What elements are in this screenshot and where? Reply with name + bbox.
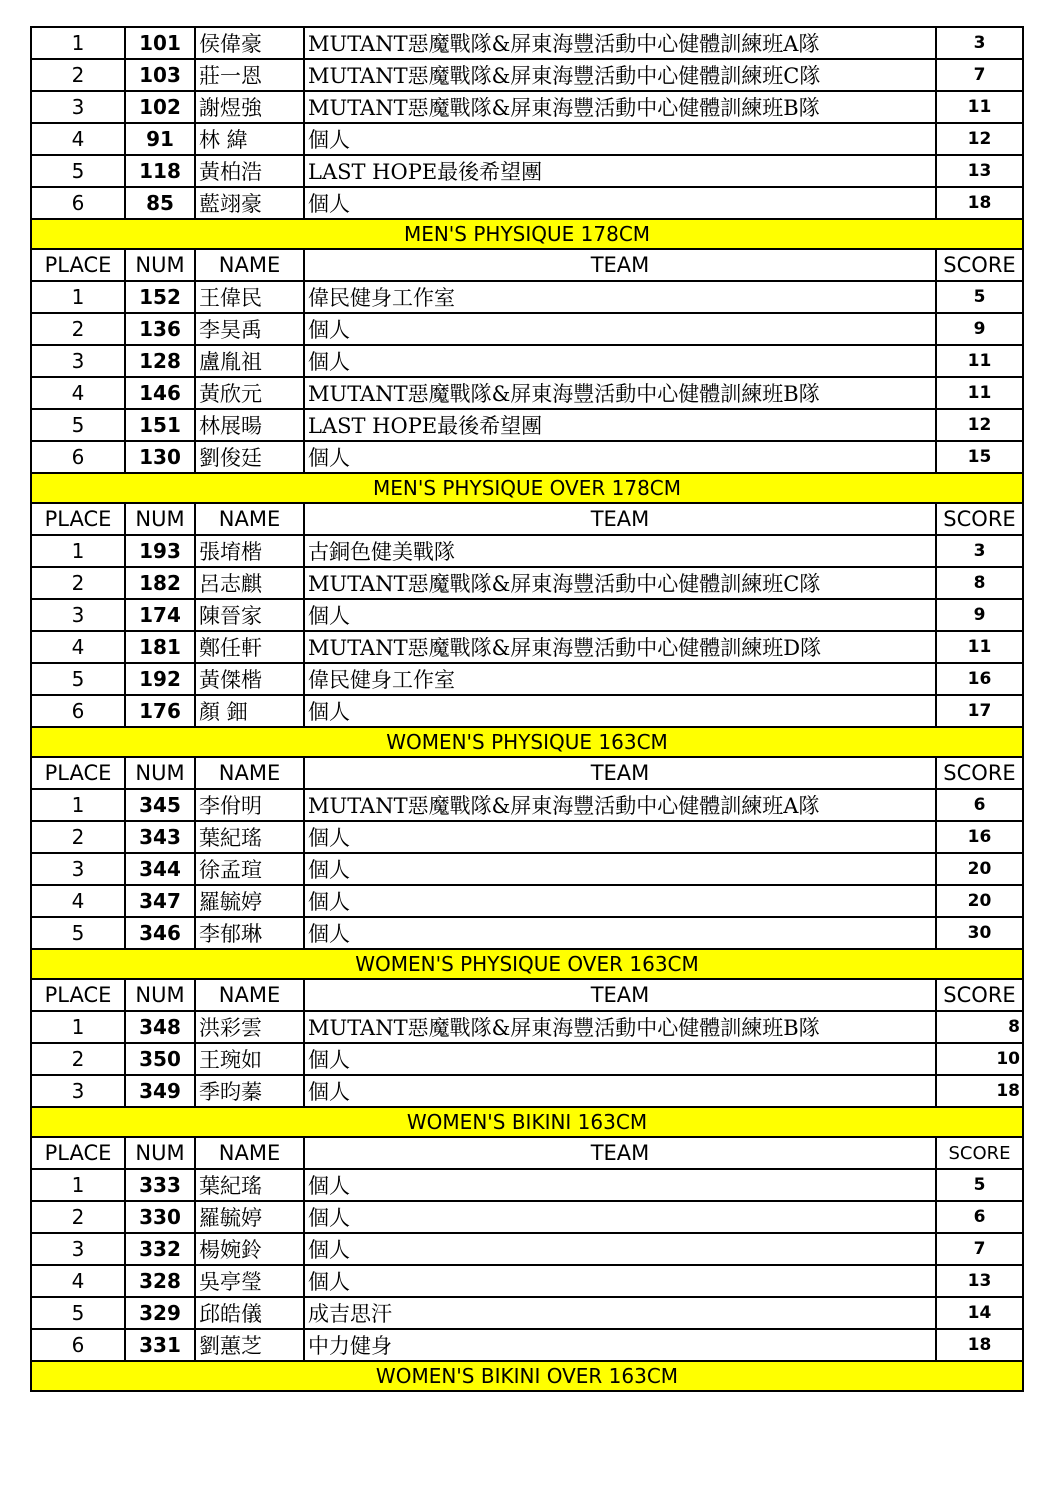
team-cell: LAST HOPE最後希望團 <box>304 155 936 187</box>
team-cell: 古銅色健美戰隊 <box>304 535 936 567</box>
header-place: PLACE <box>31 503 125 535</box>
table-row <box>31 409 1023 441</box>
section-title-row <box>31 1361 1023 1391</box>
header-num: NUM <box>125 503 195 535</box>
header-place: PLACE <box>31 757 125 789</box>
score-cell: 3 <box>936 27 1023 59</box>
score-cell: 14 <box>936 1297 1023 1329</box>
team-cell: 個人 <box>304 885 936 917</box>
athlete-name-cell: 洪彩雲 <box>195 1011 304 1043</box>
athlete-name-cell: 黃柏浩 <box>195 155 304 187</box>
score-cell: 20 <box>936 885 1023 917</box>
place-cell: 6 <box>31 695 125 727</box>
place-cell: 1 <box>31 281 125 313</box>
number-cell: 118 <box>125 155 195 187</box>
athlete-name-cell: 王偉民 <box>195 281 304 313</box>
score-cell: 20 <box>936 853 1023 885</box>
number-cell: 151 <box>125 409 195 441</box>
table-row <box>31 59 1023 91</box>
score-cell: 30 <box>936 917 1023 949</box>
number-cell: 332 <box>125 1233 195 1265</box>
section-title-row <box>31 473 1023 503</box>
results-sheet <box>30 26 1022 1392</box>
number-cell: 328 <box>125 1265 195 1297</box>
athlete-name-cell: 楊婉鈴 <box>195 1233 304 1265</box>
section-title: MEN'S PHYSIQUE OVER 178CM <box>31 473 1023 503</box>
athlete-name-cell: 李佾明 <box>195 789 304 821</box>
team-cell: 個人 <box>304 313 936 345</box>
team-cell: 偉民健身工作室 <box>304 663 936 695</box>
table-row <box>31 1011 1023 1043</box>
table-row <box>31 123 1023 155</box>
athlete-name-cell: 李昊禹 <box>195 313 304 345</box>
team-cell: MUTANT惡魔戰隊&屏東海豐活動中心健體訓練班C隊 <box>304 567 936 599</box>
number-cell: 192 <box>125 663 195 695</box>
score-cell: 11 <box>936 631 1023 663</box>
score-cell: 18 <box>936 1075 1023 1107</box>
team-cell: 個人 <box>304 1075 936 1107</box>
team-cell: MUTANT惡魔戰隊&屏東海豐活動中心健體訓練班B隊 <box>304 91 936 123</box>
team-cell: 個人 <box>304 695 936 727</box>
number-cell: 329 <box>125 1297 195 1329</box>
table-row <box>31 535 1023 567</box>
score-cell: 11 <box>936 377 1023 409</box>
score-cell: 16 <box>936 663 1023 695</box>
athlete-name-cell: 張堉楷 <box>195 535 304 567</box>
section-title: WOMEN'S BIKINI 163CM <box>31 1107 1023 1137</box>
athlete-name-cell: 邱皓儀 <box>195 1297 304 1329</box>
place-cell: 2 <box>31 567 125 599</box>
athlete-name-cell: 陳晉家 <box>195 599 304 631</box>
column-header-row <box>31 757 1023 789</box>
table-row <box>31 281 1023 313</box>
table-row <box>31 1169 1023 1201</box>
table-row <box>31 155 1023 187</box>
table-row <box>31 27 1023 59</box>
header-team: TEAM <box>304 979 936 1011</box>
place-cell: 2 <box>31 1043 125 1075</box>
score-cell: 9 <box>936 599 1023 631</box>
athlete-name-cell: 羅毓婷 <box>195 1201 304 1233</box>
place-cell: 2 <box>31 59 125 91</box>
section-title: WOMEN'S PHYSIQUE 163CM <box>31 727 1023 757</box>
header-team: TEAM <box>304 1137 936 1169</box>
athlete-name-cell: 季昀蓁 <box>195 1075 304 1107</box>
score-cell: 5 <box>936 281 1023 313</box>
section-title: WOMEN'S PHYSIQUE OVER 163CM <box>31 949 1023 979</box>
number-cell: 91 <box>125 123 195 155</box>
score-cell: 18 <box>936 1329 1023 1361</box>
section-title: WOMEN'S BIKINI OVER 163CM <box>31 1361 1023 1391</box>
place-cell: 1 <box>31 1169 125 1201</box>
number-cell: 350 <box>125 1043 195 1075</box>
section-title: MEN'S PHYSIQUE 178CM <box>31 219 1023 249</box>
header-name: NAME <box>195 249 304 281</box>
header-name: NAME <box>195 503 304 535</box>
number-cell: 331 <box>125 1329 195 1361</box>
athlete-name-cell: 劉蕙芝 <box>195 1329 304 1361</box>
team-cell: 個人 <box>304 345 936 377</box>
team-cell: MUTANT惡魔戰隊&屏東海豐活動中心健體訓練班C隊 <box>304 59 936 91</box>
header-place: PLACE <box>31 249 125 281</box>
number-cell: 146 <box>125 377 195 409</box>
team-cell: 個人 <box>304 187 936 219</box>
team-cell: 中力健身 <box>304 1329 936 1361</box>
number-cell: 345 <box>125 789 195 821</box>
place-cell: 3 <box>31 345 125 377</box>
score-cell: 3 <box>936 535 1023 567</box>
number-cell: 182 <box>125 567 195 599</box>
number-cell: 174 <box>125 599 195 631</box>
table-row <box>31 1233 1023 1265</box>
place-cell: 2 <box>31 313 125 345</box>
score-cell: 6 <box>936 1201 1023 1233</box>
results-table <box>30 26 1024 1392</box>
team-cell: MUTANT惡魔戰隊&屏東海豐活動中心健體訓練班B隊 <box>304 377 936 409</box>
table-row <box>31 821 1023 853</box>
athlete-name-cell: 葉紀瑤 <box>195 1169 304 1201</box>
number-cell: 103 <box>125 59 195 91</box>
team-cell: 偉民健身工作室 <box>304 281 936 313</box>
athlete-name-cell: 顏 鈿 <box>195 695 304 727</box>
athlete-name-cell: 侯偉豪 <box>195 27 304 59</box>
number-cell: 193 <box>125 535 195 567</box>
team-cell: 個人 <box>304 917 936 949</box>
score-cell: 15 <box>936 441 1023 473</box>
athlete-name-cell: 吳亭瑩 <box>195 1265 304 1297</box>
header-score: SCORE <box>936 249 1023 281</box>
place-cell: 5 <box>31 663 125 695</box>
header-place: PLACE <box>31 1137 125 1169</box>
athlete-name-cell: 藍翊豪 <box>195 187 304 219</box>
number-cell: 348 <box>125 1011 195 1043</box>
table-row <box>31 91 1023 123</box>
number-cell: 349 <box>125 1075 195 1107</box>
place-cell: 6 <box>31 187 125 219</box>
table-row <box>31 885 1023 917</box>
team-cell: MUTANT惡魔戰隊&屏東海豐活動中心健體訓練班A隊 <box>304 27 936 59</box>
athlete-name-cell: 鄭任軒 <box>195 631 304 663</box>
team-cell: 個人 <box>304 1233 936 1265</box>
score-cell: 8 <box>936 1011 1023 1043</box>
team-cell: 個人 <box>304 853 936 885</box>
number-cell: 85 <box>125 187 195 219</box>
table-row <box>31 1329 1023 1361</box>
column-header-row <box>31 979 1023 1011</box>
number-cell: 333 <box>125 1169 195 1201</box>
athlete-name-cell: 羅毓婷 <box>195 885 304 917</box>
table-row <box>31 567 1023 599</box>
section-title-row <box>31 949 1023 979</box>
score-cell: 8 <box>936 567 1023 599</box>
score-cell: 6 <box>936 789 1023 821</box>
score-cell: 9 <box>936 313 1023 345</box>
athlete-name-cell: 謝煜強 <box>195 91 304 123</box>
number-cell: 343 <box>125 821 195 853</box>
athlete-name-cell: 黃欣元 <box>195 377 304 409</box>
place-cell: 1 <box>31 535 125 567</box>
team-cell: 個人 <box>304 441 936 473</box>
place-cell: 1 <box>31 789 125 821</box>
header-score: SCORE <box>936 979 1023 1011</box>
athlete-name-cell: 林展暘 <box>195 409 304 441</box>
header-num: NUM <box>125 249 195 281</box>
table-row <box>31 377 1023 409</box>
score-cell: 11 <box>936 91 1023 123</box>
table-row <box>31 853 1023 885</box>
athlete-name-cell: 王琬如 <box>195 1043 304 1075</box>
section-title-row <box>31 1107 1023 1137</box>
team-cell: 個人 <box>304 599 936 631</box>
header-score: SCORE <box>936 503 1023 535</box>
header-team: TEAM <box>304 757 936 789</box>
table-row <box>31 1297 1023 1329</box>
number-cell: 102 <box>125 91 195 123</box>
team-cell: 個人 <box>304 821 936 853</box>
place-cell: 3 <box>31 91 125 123</box>
header-name: NAME <box>195 979 304 1011</box>
column-header-row <box>31 503 1023 535</box>
score-cell: 5 <box>936 1169 1023 1201</box>
score-cell: 18 <box>936 187 1023 219</box>
table-row <box>31 917 1023 949</box>
place-cell: 3 <box>31 1075 125 1107</box>
header-score: SCORE <box>936 757 1023 789</box>
team-cell: 個人 <box>304 1201 936 1233</box>
team-cell: 個人 <box>304 123 936 155</box>
place-cell: 2 <box>31 821 125 853</box>
team-cell: LAST HOPE最後希望團 <box>304 409 936 441</box>
team-cell: 個人 <box>304 1169 936 1201</box>
place-cell: 6 <box>31 441 125 473</box>
team-cell: 個人 <box>304 1265 936 1297</box>
table-row <box>31 663 1023 695</box>
team-cell: MUTANT惡魔戰隊&屏東海豐活動中心健體訓練班A隊 <box>304 789 936 821</box>
number-cell: 128 <box>125 345 195 377</box>
table-row <box>31 1201 1023 1233</box>
score-cell: 10 <box>936 1043 1023 1075</box>
table-row <box>31 187 1023 219</box>
number-cell: 136 <box>125 313 195 345</box>
number-cell: 346 <box>125 917 195 949</box>
place-cell: 3 <box>31 1233 125 1265</box>
header-place: PLACE <box>31 979 125 1011</box>
number-cell: 347 <box>125 885 195 917</box>
number-cell: 130 <box>125 441 195 473</box>
table-row <box>31 789 1023 821</box>
place-cell: 1 <box>31 27 125 59</box>
place-cell: 4 <box>31 885 125 917</box>
place-cell: 5 <box>31 155 125 187</box>
score-cell: 13 <box>936 1265 1023 1297</box>
header-name: NAME <box>195 1137 304 1169</box>
number-cell: 176 <box>125 695 195 727</box>
athlete-name-cell: 李郁琳 <box>195 917 304 949</box>
team-cell: MUTANT惡魔戰隊&屏東海豐活動中心健體訓練班B隊 <box>304 1011 936 1043</box>
score-cell: 7 <box>936 1233 1023 1265</box>
team-cell: 成吉思汗 <box>304 1297 936 1329</box>
column-header-row <box>31 1137 1023 1169</box>
table-row <box>31 695 1023 727</box>
header-team: TEAM <box>304 503 936 535</box>
table-row <box>31 631 1023 663</box>
athlete-name-cell: 莊一恩 <box>195 59 304 91</box>
place-cell: 3 <box>31 853 125 885</box>
athlete-name-cell: 徐孟瑄 <box>195 853 304 885</box>
number-cell: 152 <box>125 281 195 313</box>
athlete-name-cell: 林 緯 <box>195 123 304 155</box>
place-cell: 5 <box>31 1297 125 1329</box>
athlete-name-cell: 葉紀瑤 <box>195 821 304 853</box>
score-cell: 12 <box>936 123 1023 155</box>
header-score: SCORE <box>936 1137 1023 1169</box>
table-row <box>31 1265 1023 1297</box>
table-row <box>31 599 1023 631</box>
place-cell: 2 <box>31 1201 125 1233</box>
table-row <box>31 345 1023 377</box>
number-cell: 101 <box>125 27 195 59</box>
place-cell: 4 <box>31 123 125 155</box>
number-cell: 330 <box>125 1201 195 1233</box>
table-row <box>31 1075 1023 1107</box>
column-header-row <box>31 249 1023 281</box>
team-cell: MUTANT惡魔戰隊&屏東海豐活動中心健體訓練班D隊 <box>304 631 936 663</box>
section-title-row <box>31 219 1023 249</box>
header-name: NAME <box>195 757 304 789</box>
place-cell: 6 <box>31 1329 125 1361</box>
table-row <box>31 313 1023 345</box>
number-cell: 181 <box>125 631 195 663</box>
header-num: NUM <box>125 757 195 789</box>
athlete-name-cell: 劉俊廷 <box>195 441 304 473</box>
header-team: TEAM <box>304 249 936 281</box>
header-num: NUM <box>125 1137 195 1169</box>
table-row <box>31 441 1023 473</box>
score-cell: 7 <box>936 59 1023 91</box>
athlete-name-cell: 呂志麒 <box>195 567 304 599</box>
place-cell: 5 <box>31 409 125 441</box>
number-cell: 344 <box>125 853 195 885</box>
table-row <box>31 1043 1023 1075</box>
team-cell: 個人 <box>304 1043 936 1075</box>
section-title-row <box>31 727 1023 757</box>
score-cell: 11 <box>936 345 1023 377</box>
place-cell: 4 <box>31 377 125 409</box>
place-cell: 5 <box>31 917 125 949</box>
results-table-body <box>31 27 1023 1391</box>
header-num: NUM <box>125 979 195 1011</box>
score-cell: 16 <box>936 821 1023 853</box>
score-cell: 13 <box>936 155 1023 187</box>
score-cell: 12 <box>936 409 1023 441</box>
place-cell: 1 <box>31 1011 125 1043</box>
place-cell: 3 <box>31 599 125 631</box>
athlete-name-cell: 黃傑楷 <box>195 663 304 695</box>
athlete-name-cell: 盧胤祖 <box>195 345 304 377</box>
place-cell: 4 <box>31 631 125 663</box>
score-cell: 17 <box>936 695 1023 727</box>
place-cell: 4 <box>31 1265 125 1297</box>
